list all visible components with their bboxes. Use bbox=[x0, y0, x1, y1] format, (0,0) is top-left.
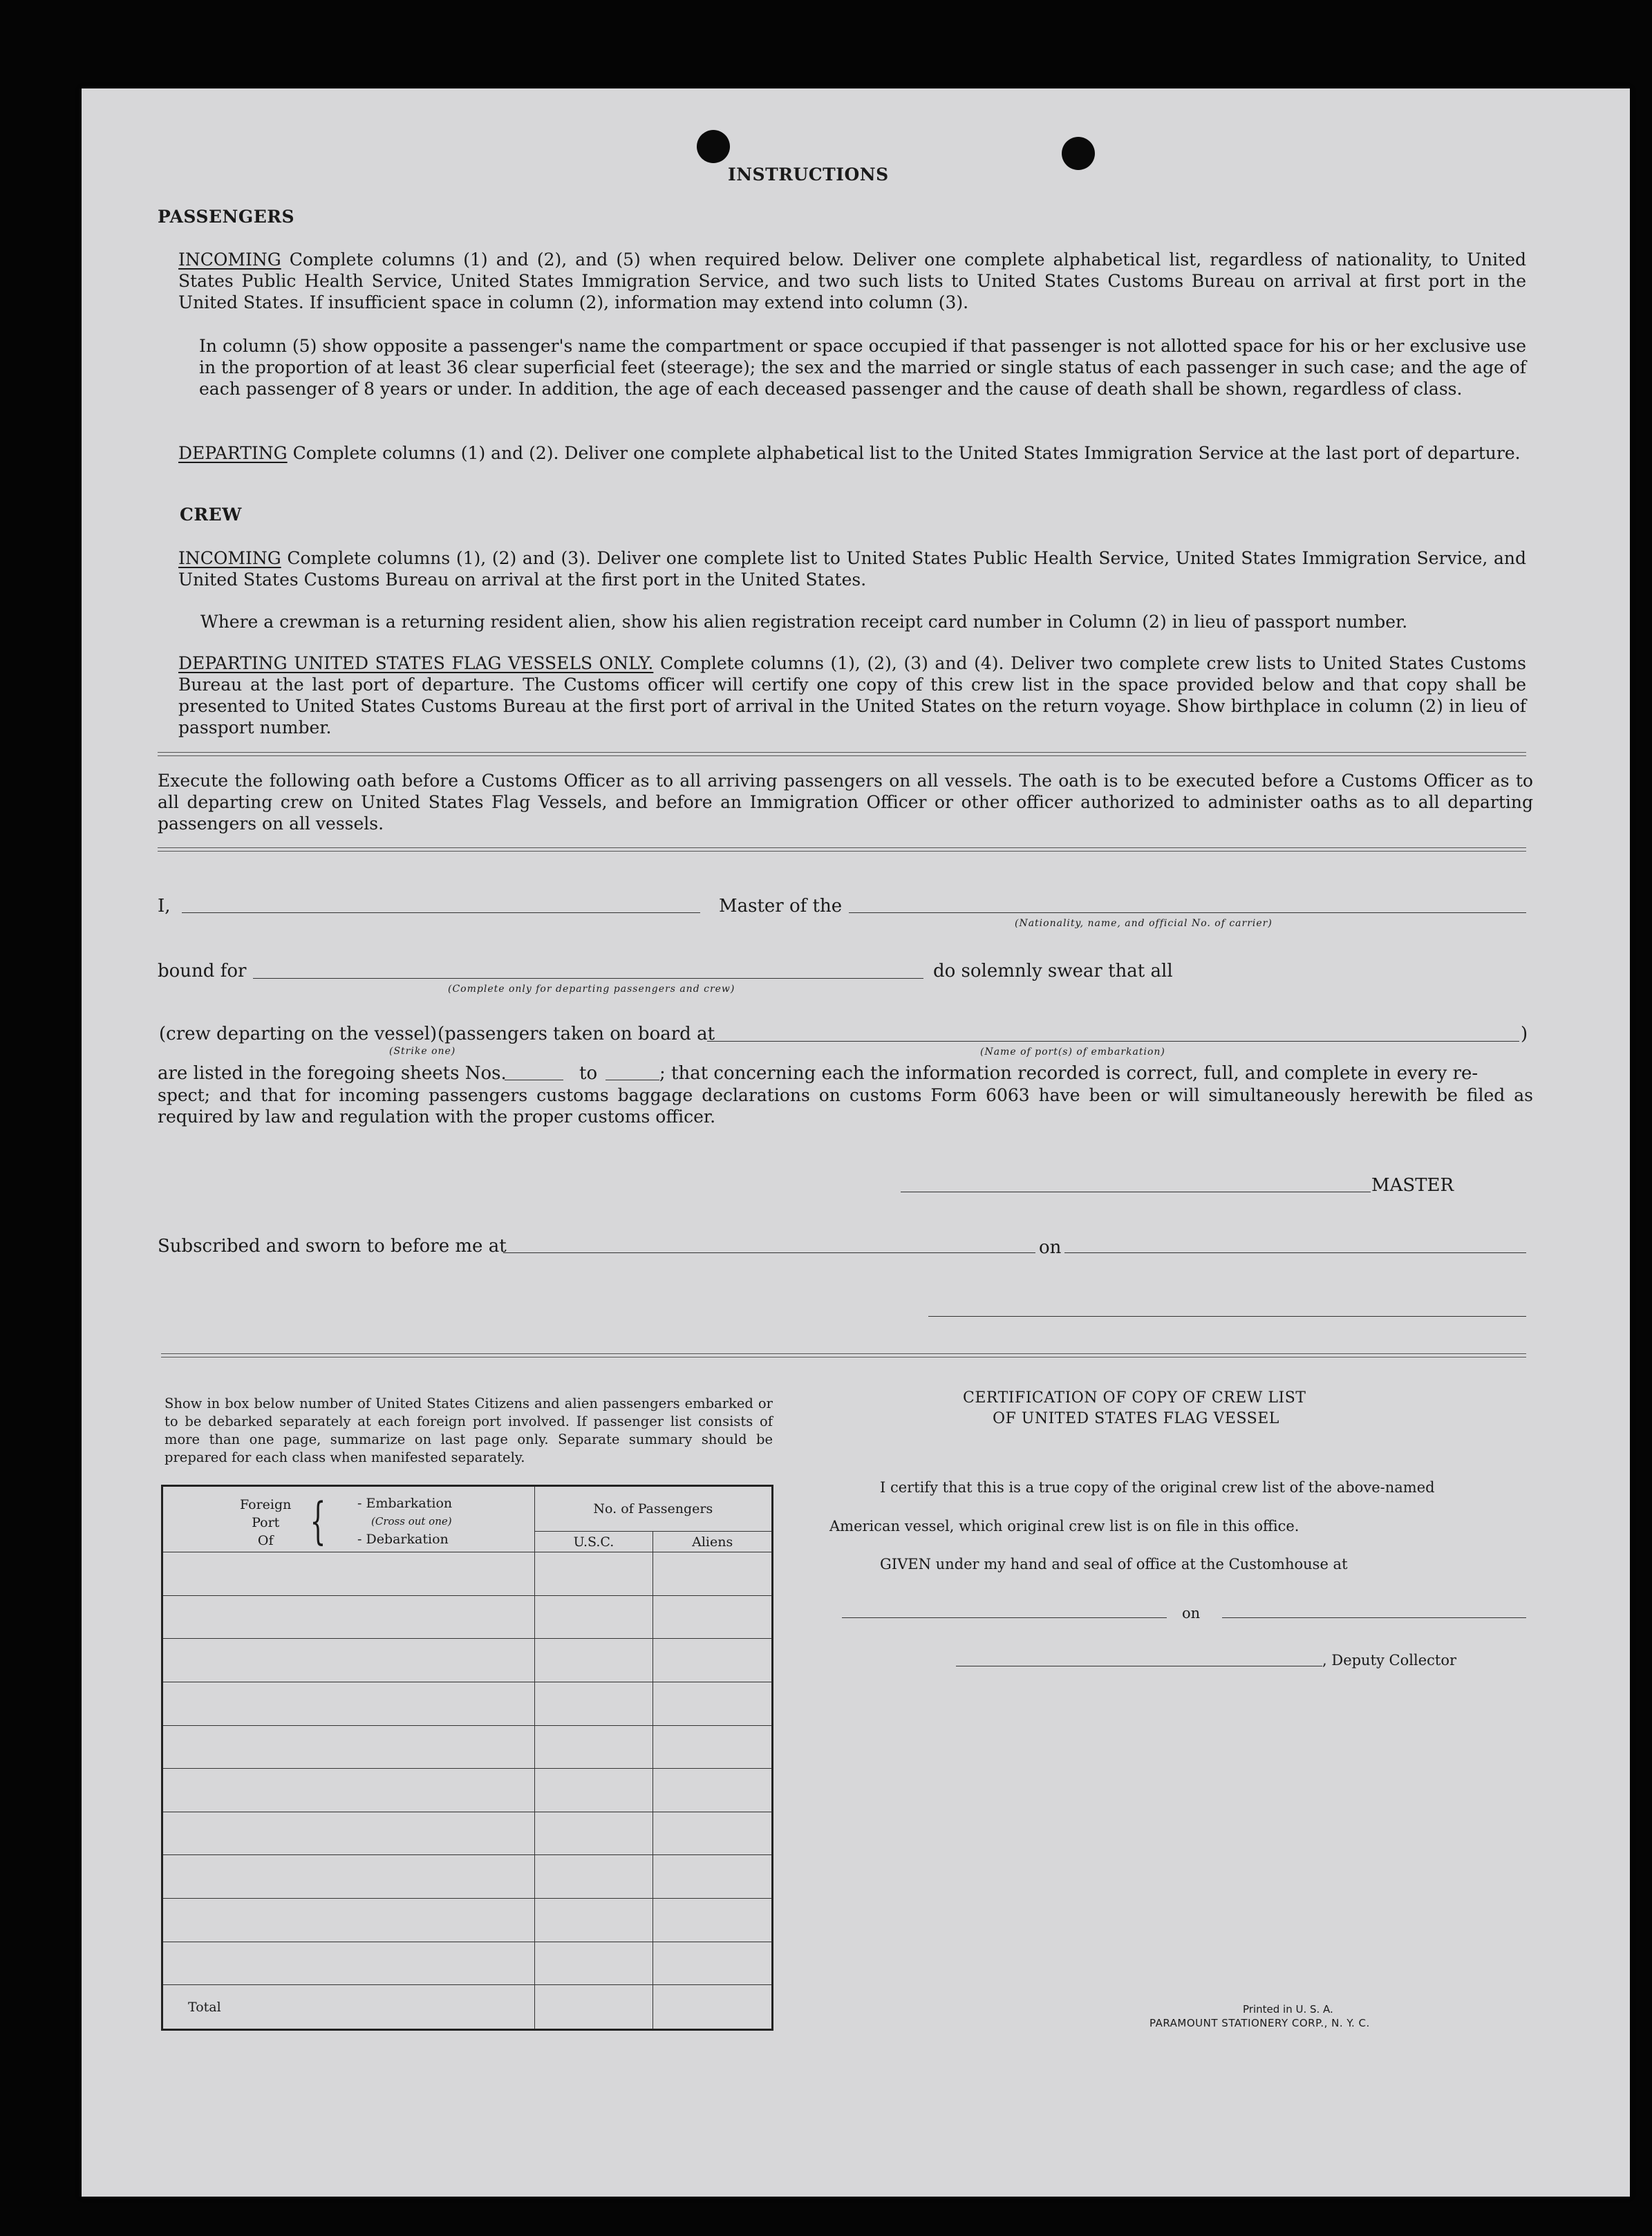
certification-date-field[interactable] bbox=[1222, 1617, 1526, 1618]
port-cell[interactable] bbox=[162, 1552, 535, 1596]
usc-cell[interactable] bbox=[534, 1812, 653, 1855]
certification-on-label: on bbox=[1182, 1605, 1201, 1622]
aliens-cell[interactable] bbox=[653, 1595, 773, 1639]
passengers-departing-paragraph bbox=[178, 442, 1526, 464]
table-row bbox=[162, 1725, 773, 1769]
listed-label-c: spect; and that for incoming passengers customs baggage declarations on customs Form 6063 have been or will simultaneously herewith be filed as required by law and regulation with the proper customs officer. bbox=[158, 1085, 1533, 1127]
embarkation-port-field[interactable] bbox=[707, 1041, 1519, 1042]
total-label: Total bbox=[162, 1985, 535, 2030]
crew-incoming-paragraph bbox=[178, 547, 1526, 590]
aliens-cell[interactable] bbox=[653, 1855, 773, 1899]
total-row bbox=[162, 1985, 773, 2030]
total-usc-cell[interactable] bbox=[534, 1985, 653, 2030]
incoming-text: Complete columns (1) and (2), and (5) when required below. Deliver one complete alphabetical list, regardless of nationality, to United States Public Health Service, United States Immigration Service, and two such lists to United States Customs Bureau on arrival at first port in the United States. If insufficient space in column (2), information may extend into column (3). bbox=[178, 250, 1526, 312]
summary-note: Show in box below number of United States Citizens and alien passengers embarked or to be debarked separately at each foreign port involved. If passenger list consists of more than one page, summarize on last page only. Separate summary should be prepared for each class when manifested separately. bbox=[165, 1396, 773, 1465]
embarkation-label: - Embarkation bbox=[357, 1496, 453, 1511]
table-row bbox=[162, 1942, 773, 1985]
passengers-incoming-paragraph bbox=[178, 249, 1526, 313]
listed-to-label: to bbox=[579, 1063, 598, 1084]
certification-title-1: CERTIFICATION OF COPY OF CREW LIST bbox=[963, 1389, 1306, 1407]
port-cell[interactable] bbox=[162, 1855, 535, 1899]
printer-line-1: Printed in U. S. A. bbox=[1243, 2003, 1333, 2016]
passengers-taken-label: (passengers taken on board at bbox=[438, 1024, 715, 1044]
flag-tag: DEPARTING UNITED STATES FLAG VESSELS ONLY. bbox=[178, 653, 654, 673]
port-cell[interactable] bbox=[162, 1639, 535, 1682]
printer-line-2: PARAMOUNT STATIONERY CORP., N. Y. C. bbox=[1149, 2017, 1370, 2029]
usc-cell[interactable] bbox=[534, 1682, 653, 1725]
form-sheet bbox=[82, 88, 1630, 2197]
aliens-cell[interactable] bbox=[653, 1552, 773, 1596]
port-cell[interactable] bbox=[162, 1812, 535, 1855]
port-hint: (Name of port(s) of embarkation) bbox=[980, 1046, 1165, 1058]
customhouse-field[interactable] bbox=[842, 1617, 1167, 1618]
crew-departing-label: (crew departing on the vessel) bbox=[159, 1024, 438, 1044]
divider bbox=[158, 847, 1526, 852]
crew-flag-paragraph bbox=[178, 652, 1526, 738]
crew-heading: CREW bbox=[180, 505, 242, 525]
master-name-field[interactable] bbox=[182, 912, 700, 913]
aliens-cell[interactable] bbox=[653, 1942, 773, 1985]
bound-for-field[interactable] bbox=[253, 978, 923, 979]
total-aliens-cell[interactable] bbox=[653, 1985, 773, 2030]
certification-title-2: OF UNITED STATES FLAG VESSEL bbox=[993, 1410, 1279, 1427]
usc-cell[interactable] bbox=[534, 1725, 653, 1769]
carrier-field[interactable] bbox=[849, 912, 1526, 913]
table-row bbox=[162, 1812, 773, 1855]
port-label: Port bbox=[252, 1515, 280, 1530]
departing-tag: DEPARTING bbox=[178, 443, 288, 463]
passengers-heading: PASSENGERS bbox=[158, 207, 295, 227]
carrier-hint: (Nationality, name, and official No. of carrier) bbox=[1015, 918, 1273, 929]
table-row bbox=[162, 1595, 773, 1639]
cross-out-hint: (Cross out one) bbox=[371, 1515, 452, 1528]
deputy-collector-label: , Deputy Collector bbox=[1322, 1652, 1457, 1669]
crew-incoming-tag: INCOMING bbox=[178, 548, 281, 568]
officer-signature-field[interactable] bbox=[928, 1316, 1526, 1317]
no-passengers-header: No. of Passengers bbox=[534, 1486, 772, 1532]
passenger-summary-table bbox=[161, 1485, 773, 2031]
bound-for-label: bound for bbox=[158, 961, 247, 981]
port-cell[interactable] bbox=[162, 1595, 535, 1639]
usc-cell[interactable] bbox=[534, 1855, 653, 1899]
aliens-cell[interactable] bbox=[653, 1725, 773, 1769]
listed-label-b: ; that concerning each the information recorded is correct, full, and complete in every re- bbox=[659, 1063, 1479, 1084]
usc-cell[interactable] bbox=[534, 1942, 653, 1985]
master-label: MASTER bbox=[1371, 1175, 1454, 1196]
port-cell[interactable] bbox=[162, 1682, 535, 1725]
port-cell[interactable] bbox=[162, 1725, 535, 1769]
punch-hole bbox=[1062, 137, 1095, 170]
aliens-cell[interactable] bbox=[653, 1812, 773, 1855]
subscribed-label: Subscribed and sworn to before me at bbox=[158, 1236, 507, 1257]
oath-intro: Execute the following oath before a Customs Officer as to all arriving passengers on all vessels. The oath is to be executed before a Customs Officer as to all departing crew on United States Flag Vessels, and before an Immigration Officer or other officer authorized to administer oaths as to all departing passengers on all vessels. bbox=[158, 771, 1533, 834]
master-of-label: Master of the bbox=[719, 896, 843, 917]
of-label: Of bbox=[257, 1533, 274, 1548]
table-row bbox=[162, 1552, 773, 1596]
usc-cell[interactable] bbox=[534, 1639, 653, 1682]
usc-cell[interactable] bbox=[534, 1769, 653, 1812]
port-cell[interactable] bbox=[162, 1899, 535, 1942]
sworn-date-field[interactable] bbox=[1064, 1252, 1526, 1253]
close-paren: ) bbox=[1521, 1024, 1528, 1044]
aliens-cell[interactable] bbox=[653, 1769, 773, 1812]
swear-label: do solemnly swear that all bbox=[933, 961, 1173, 981]
strike-hint: (Strike one) bbox=[389, 1046, 456, 1057]
aliens-cell[interactable] bbox=[653, 1899, 773, 1942]
table-row bbox=[162, 1682, 773, 1725]
port-cell[interactable] bbox=[162, 1942, 535, 1985]
certification-line-2: American vessel, which original crew list is on file in this office. bbox=[829, 1518, 1299, 1534]
departing-text: Complete columns (1) and (2). Deliver one complete alphabetical list to the United States Immigration Service at the last port of departure. bbox=[287, 443, 1521, 463]
bound-for-hint: (Complete only for departing passengers and crew) bbox=[448, 984, 735, 995]
sworn-place-field[interactable] bbox=[503, 1252, 1035, 1253]
certification-line-3: GIVEN under my hand and seal of office at the Customhouse at bbox=[880, 1556, 1348, 1572]
aliens-cell[interactable] bbox=[653, 1639, 773, 1682]
crew-alien-paragraph: Where a crewman is a returning resident alien, show his alien registration receipt card number in Column (2) in lieu of passport number. bbox=[200, 612, 1408, 632]
table-row bbox=[162, 1855, 773, 1899]
aliens-cell[interactable] bbox=[653, 1682, 773, 1725]
aliens-header: Aliens bbox=[653, 1532, 773, 1552]
punch-hole bbox=[697, 130, 730, 163]
table-row bbox=[162, 1769, 773, 1812]
usc-header: U.S.C. bbox=[534, 1532, 653, 1552]
instructions-title: INSTRUCTIONS bbox=[728, 165, 889, 185]
flag-text: Complete columns (1), (2), (3) and (4). Deliver two complete crew lists to United States Customs Bureau at the last port of departure. The Customs officer will certify one copy of this crew list in the space provided below and that copy shall be presented to United States Customs Bureau at the first port of arrival in the United States on the return voyage. Show birthplace in column (2) in lieu of passport number. bbox=[178, 653, 1526, 737]
column5-paragraph: In column (5) show opposite a passenger's name the compartment or space occupied if that passenger is not allotted space for his or her exclusive use in the proportion of at least 36 clear superficial feet (steerage); the sex and the married or single status of each passenger in such case; and the age of each passenger of 8 years or under. In addition, the age of each deceased passenger and the cause of death shall be shown, regardless of class. bbox=[199, 336, 1526, 399]
usc-cell[interactable] bbox=[534, 1595, 653, 1639]
usc-cell[interactable] bbox=[534, 1899, 653, 1942]
divider bbox=[161, 1353, 1526, 1357]
foreign-label: Foreign bbox=[240, 1497, 292, 1512]
usc-cell[interactable] bbox=[534, 1552, 653, 1596]
certification-line-1: I certify that this is a true copy of the original crew list of the above-named bbox=[880, 1479, 1435, 1496]
table-row bbox=[162, 1639, 773, 1682]
divider bbox=[158, 752, 1526, 756]
brace-icon: { bbox=[310, 1492, 326, 1550]
sworn-on-label: on bbox=[1039, 1237, 1062, 1258]
incoming-tag: INCOMING bbox=[178, 250, 281, 270]
table-row bbox=[162, 1899, 773, 1942]
listed-label-a: are listed in the foregoing sheets Nos. bbox=[158, 1063, 507, 1084]
port-header bbox=[162, 1486, 535, 1552]
debarkation-label: - Debarkation bbox=[357, 1532, 449, 1547]
oath-i-label: I, bbox=[158, 896, 171, 917]
port-cell[interactable] bbox=[162, 1769, 535, 1812]
crew-incoming-text: Complete columns (1), (2) and (3). Deliver one complete list to United States Public Health Service, United States Immigration Service, and United States Customs Bureau on arrival at the first port in the United States. bbox=[178, 548, 1526, 590]
